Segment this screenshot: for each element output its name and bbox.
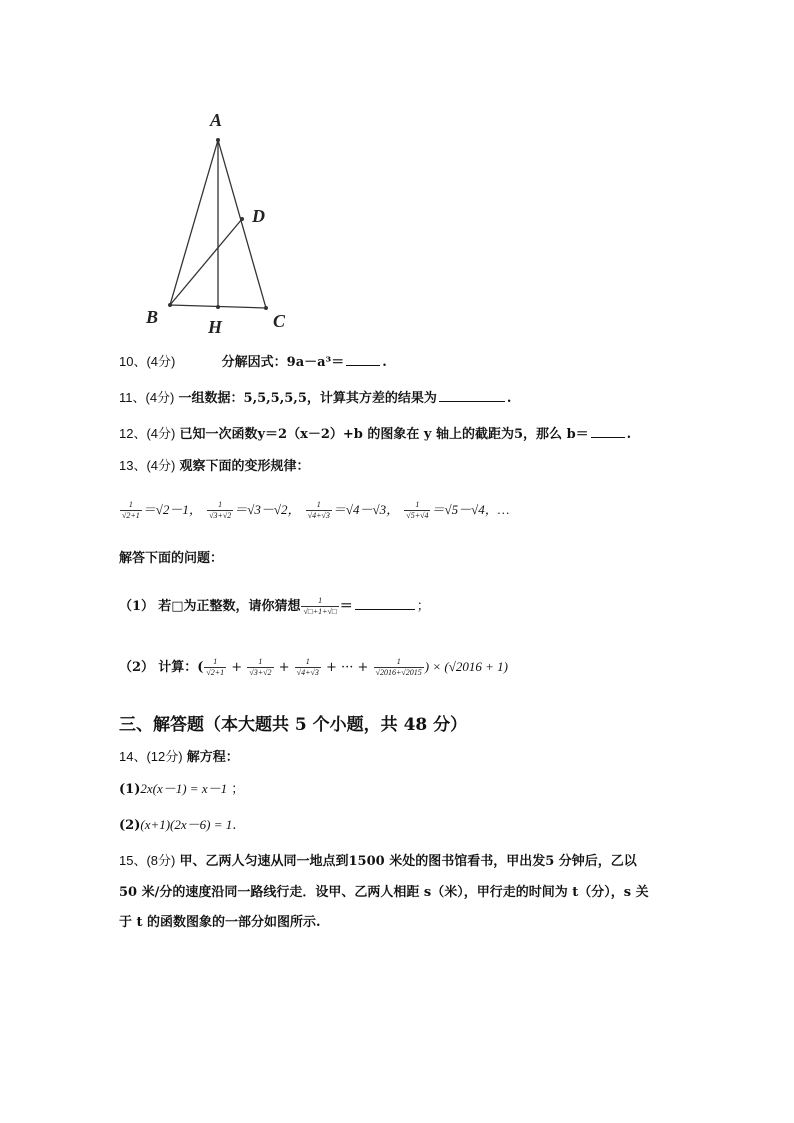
- pattern-item: $\frac{1}{√4+√3}$ ＝√4－√3，: [307, 500, 400, 520]
- q10-text: 分解因式：: [221, 355, 287, 370]
- point-h: [216, 305, 220, 309]
- question-12: [119, 425, 631, 444]
- part1-text: 若□为正整数，请你猜想: [158, 599, 301, 614]
- point-c: [264, 306, 268, 310]
- triangle-diagram: [140, 105, 310, 340]
- q15-line1: 甲、乙两人匀速从同一地点到1500 米处的图书馆看书，甲出发5 分钟后，乙以: [179, 854, 637, 869]
- eq1-label: (1): [119, 782, 141, 797]
- pattern-item: $\frac{1}{√2+1}$ ＝√2－1，: [122, 500, 202, 520]
- part2-ellipsis: + ··· +: [326, 660, 369, 675]
- part1-label: （1）: [119, 599, 155, 614]
- part2-term: $\frac{1}{√2+1}$: [206, 657, 225, 677]
- q12-answer-blank[interactable]: [591, 425, 625, 438]
- segment-bd: [170, 219, 242, 305]
- q13-prefix: 13、(4分): [119, 458, 176, 473]
- q14-prefix: 14、(12分): [119, 749, 183, 764]
- question-11: [119, 389, 511, 408]
- part2-label: （2）: [119, 660, 155, 675]
- triangle-figure: [140, 105, 310, 340]
- eq1-expr: 2x(x－1) = x－1: [140, 781, 228, 796]
- question-13: [119, 457, 310, 476]
- q12-prefix: 12、(4分): [119, 426, 176, 441]
- pattern-item: $\frac{1}{√5+√4}$ ＝√5－√4，…: [406, 500, 510, 520]
- part1-fraction: $\frac{1}{√□+1+√□}$: [303, 596, 337, 616]
- part2-term: $\frac{1}{√2016+√2015}$: [375, 657, 422, 677]
- section-3-title: 三、解答题（本大题共 5 个小题，共 48 分）: [119, 715, 468, 735]
- q13-answer-intro: 解答下面的问题：: [119, 551, 224, 566]
- eq2-label: (2): [119, 818, 141, 833]
- question-15-line1: [119, 852, 637, 871]
- q11-end: .: [506, 391, 512, 406]
- part2-text: 计算：(: [158, 660, 204, 675]
- eq2-end: .: [232, 818, 237, 833]
- pattern-item: $\frac{1}{√3+√2}$ ＝√3－√2，: [209, 500, 301, 520]
- eq2-expr: (x+1)(2x－6) = 1: [140, 817, 233, 832]
- q10-prefix: 10、(4分): [119, 354, 176, 369]
- part1-eq: ＝: [339, 599, 353, 614]
- question-14: [119, 748, 239, 767]
- label-d: D: [252, 206, 265, 226]
- q13-part1: [119, 596, 430, 617]
- q14-text: 解方程：: [186, 750, 239, 765]
- question-15-line2: 50 米/分的速度沿同一路线行走．设甲、乙两人相距 s（米），甲行走的时间为 t（分），s 关: [119, 885, 649, 900]
- q13-text: 观察下面的变形规律：: [179, 459, 310, 474]
- q12-end: .: [626, 427, 632, 442]
- q13-pattern: [119, 500, 509, 521]
- q14-eq2: [119, 816, 236, 835]
- q14-eq1: [119, 780, 244, 799]
- q10-end: .: [382, 355, 387, 370]
- part2-tail: ) × (√2016 + 1): [424, 659, 508, 674]
- eq1-end: ；: [231, 782, 245, 797]
- q12-text: 已知一次函数y＝2（x－2）+b 的图象在 y 轴上的截距为5，那么 b＝: [179, 427, 589, 442]
- point-d: [240, 217, 244, 221]
- q11-text: 一组数据：5,5,5,5,5，计算其方差的结果为: [178, 391, 437, 406]
- label-b: B: [146, 307, 159, 327]
- question-15-line3: 于 t 的函数图象的一部分如图所示.: [119, 915, 321, 930]
- q10-expr: 9a－a³＝: [286, 355, 345, 370]
- part2-term: $\frac{1}{√3+√2}$: [249, 657, 272, 677]
- q13-part2: （2） 计算：( $\frac{1}{√2+1}$ + $\frac{1}{√3+√2}$ + $\frac{1}{√4+√3}$ + ··· + $\frac{1}{√2016+√2015}$ ) × (√2016 + 1): [119, 657, 508, 677]
- q11-answer-blank[interactable]: [439, 389, 505, 402]
- question-10: [119, 353, 387, 372]
- q15-prefix: 15、(8分): [119, 853, 176, 868]
- point-b: [168, 303, 172, 307]
- q10-answer-blank[interactable]: [346, 353, 380, 366]
- label-c: C: [273, 311, 286, 331]
- part2-term: $\frac{1}{√4+√3}$: [296, 657, 319, 677]
- part1-answer-blank[interactable]: [355, 597, 415, 610]
- point-a: [216, 138, 220, 142]
- part1-end: ；: [416, 599, 430, 614]
- side-ab: [170, 140, 218, 305]
- label-h: H: [208, 317, 223, 337]
- label-a: A: [210, 110, 223, 130]
- q11-prefix: 11、(4分): [119, 390, 175, 405]
